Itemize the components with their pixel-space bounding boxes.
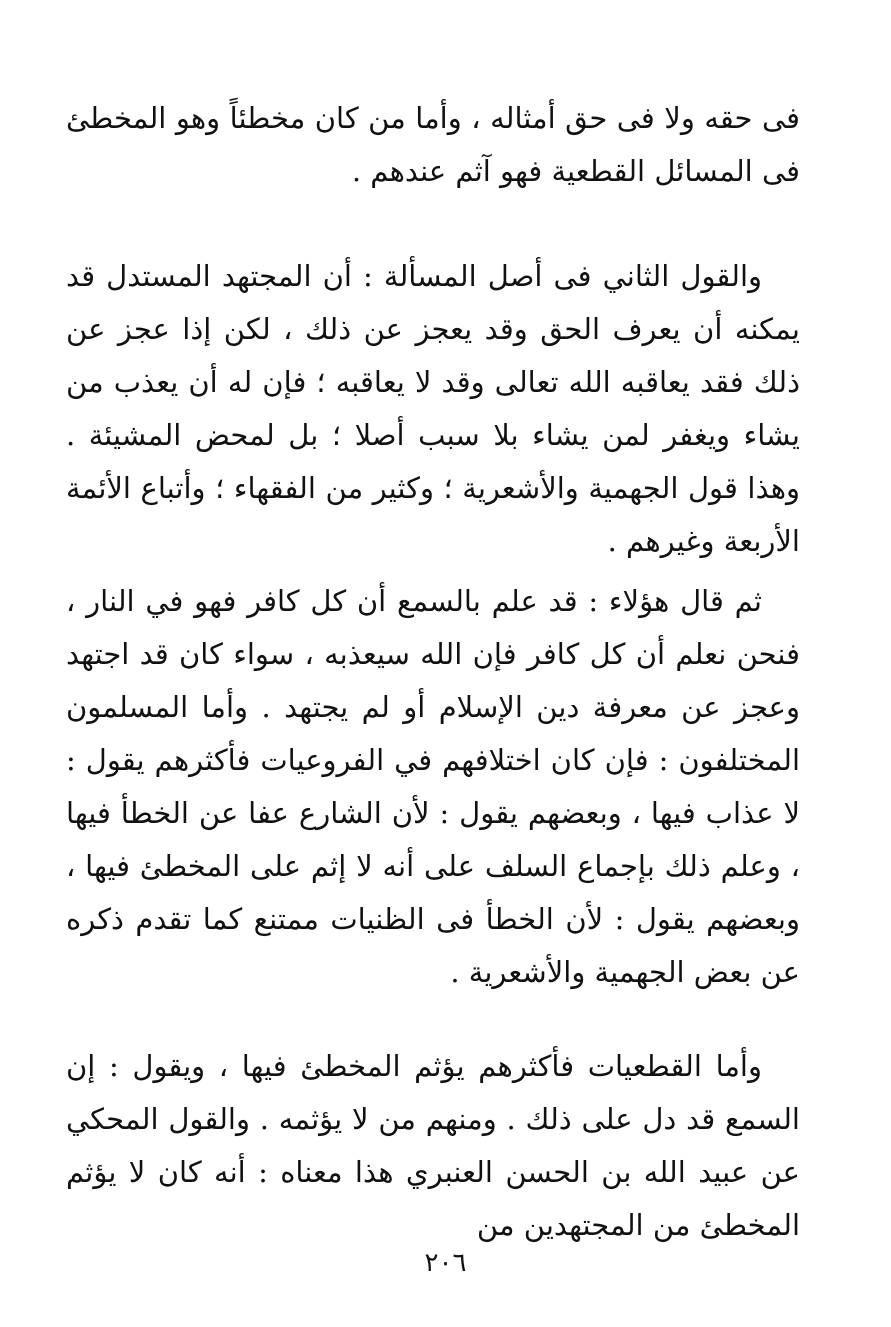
paragraph-2 bbox=[66, 250, 800, 568]
paragraph-4 bbox=[66, 1040, 800, 1252]
paragraph-1 bbox=[66, 92, 800, 198]
paragraph-1-text: فى حقه ولا فى حق أمثاله ، وأما من كان مخطئاً وهو المخطئ فى المسائل القطعية فهو آثم عندهم . bbox=[66, 101, 800, 188]
paragraph-3 bbox=[66, 575, 800, 999]
paragraph-3-text: ثم قال هؤلاء : قد علم بالسمع أن كل كافر فهو في النار ، فنحن نعلم أن كل كافر فإن الله سيعذبه ، سواء كان قد اجتهد وعجز عن معرفة دين الإسلام أو لم يجتهد . وأما المسلمون المختلفون : فإن كان اختلافهم في الفروعيات فأكثرهم يقول : لا عذاب فيها ، وبعضهم يقول : لأن الشارع عفا عن الخطأ فيها ، وعلم ذلك بإجماع السلف على أنه لا إثم على المخطئ فيها ، وبعضهم يقول : لأن الخطأ فى الظنيات ممتنع كما تقدم ذكره عن بعض الجهمية والأشعرية . bbox=[66, 584, 800, 989]
page-number: ٢٠٦ bbox=[424, 1248, 467, 1278]
paragraph-2-text: والقول الثاني فى أصل المسألة : أن المجتهد المستدل قد يمكنه أن يعرف الحق وقد يعجز عن ذلك ، لكن إذا عجز عن ذلك فقد يعاقبه الله تعالى وقد لا يعاقبه ؛ فإن له أن يعذب من يشاء ويغفر لمن يشاء بلا سبب أصلا ؛ بل لمحض المشيئة . وهذا قول الجهمية والأشعرية ؛ وكثير من الفقهاء ؛ وأتباع الأئمة الأربعة وغيرهم . bbox=[66, 259, 800, 558]
paragraph-4-text: وأما القطعيات فأكثرهم يؤثم المخطئ فيها ، ويقول : إن السمع قد دل على ذلك . ومنهم من لا يؤثمه . والقول المحكي عن عبيد الله بن الحسن العنبري هذا معناه : أنه كان لا يؤثم المخطئ من المجتهدين من bbox=[66, 1049, 800, 1242]
